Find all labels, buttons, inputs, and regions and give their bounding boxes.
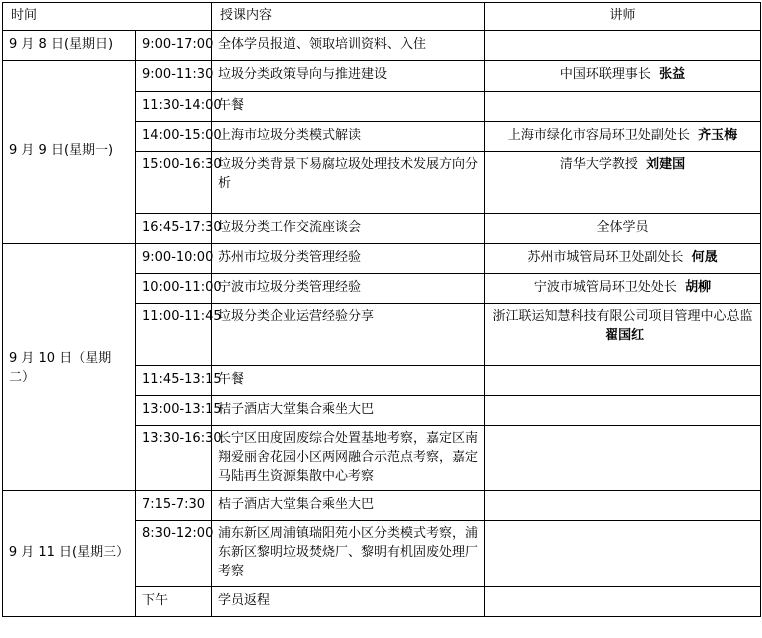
lecturer-title-7: 宁波市城管局环卫处处长 xyxy=(533,279,677,295)
row-time-1: 9:00-11:30 xyxy=(136,60,212,91)
row-lecturer-2 xyxy=(485,91,761,121)
row-lecturer-3 xyxy=(485,121,761,151)
row-lecturer-8 xyxy=(485,303,761,365)
lecturer-title-4: 清华大学教授 xyxy=(559,156,638,172)
day-label-0: 9 月 8 日(星期日) xyxy=(3,30,136,60)
row-time-13: 8:30-12:00 xyxy=(136,521,212,587)
row-time-11: 13:30-16:30 xyxy=(136,425,212,491)
day-label-1: 9 月 9 日(星期一) xyxy=(3,60,136,243)
lecturer-name-3: 齐玉梅 xyxy=(698,127,738,143)
row-topic-2: 午餐 xyxy=(212,91,485,121)
lecturer-title-1: 中国环联理事长 xyxy=(559,67,651,83)
lecturer-name-1: 张益 xyxy=(659,67,686,83)
row-topic-13: 浦东新区周浦镇瑞阳苑小区分类模式考察，浦东新区黎明垃圾焚烧厂、黎明有机固废处理厂考察 xyxy=(212,521,485,587)
row-time-2: 11:30-14:00 xyxy=(136,91,212,121)
row-lecturer-4 xyxy=(485,151,761,213)
lecturer-name-6: 何晟 xyxy=(691,249,718,265)
row-lecturer-1 xyxy=(485,60,761,91)
row-time-3: 14:00-15:00 xyxy=(136,121,212,151)
day-label-2: 9 月 10 日（星期二） xyxy=(3,243,136,491)
header-lecturer: 讲师 xyxy=(485,3,761,31)
row-time-14: 下午 xyxy=(136,586,212,616)
training-schedule-table xyxy=(2,2,761,617)
row-topic-14: 学员返程 xyxy=(212,586,485,616)
table-row xyxy=(3,60,761,91)
row-lecturer-6 xyxy=(485,243,761,273)
table-row xyxy=(3,30,761,60)
table-row xyxy=(3,243,761,273)
row-topic-11: 长宁区田度固废综合处置基地考察，嘉定区南翔爱丽舍花园小区两网融合示范点考察，嘉定马陆再生资源集散中心考察 xyxy=(212,425,485,491)
row-time-8: 11:00-11:45 xyxy=(136,303,212,365)
table-header-row xyxy=(3,3,761,31)
day-label-3: 9 月 11 日(星期三） xyxy=(3,491,136,617)
lecturer-title-3: 上海市绿化市容局环卫处副处长 xyxy=(507,127,690,143)
lecturer-title-6: 苏州市城管局环卫处副处长 xyxy=(527,249,684,265)
row-topic-4: 垃圾分类背景下易腐垃圾处理技术发展方向分析 xyxy=(212,151,485,213)
row-lecturer-7 xyxy=(485,273,761,303)
table-row xyxy=(3,491,761,521)
row-lecturer-12 xyxy=(485,491,761,521)
row-lecturer-10 xyxy=(485,395,761,425)
row-time-12: 7:15-7:30 xyxy=(136,491,212,521)
row-time-10: 13:00-13:15 xyxy=(136,395,212,425)
lecturer-name-7: 胡柳 xyxy=(685,279,712,295)
header-topic: 授课内容 xyxy=(212,3,485,31)
row-time-9: 11:45-13:15 xyxy=(136,365,212,395)
row-topic-5: 垃圾分类工作交流座谈会 xyxy=(212,213,485,243)
row-topic-3: 上海市垃圾分类模式解读 xyxy=(212,121,485,151)
row-time-4: 15:00-16:30 xyxy=(136,151,212,213)
row-time-7: 10:00-11:00 xyxy=(136,273,212,303)
lecturer-name-4: 刘建国 xyxy=(646,156,686,172)
row-lecturer-5: 全体学员 xyxy=(485,213,761,243)
row-topic-6: 苏州市垃圾分类管理经验 xyxy=(212,243,485,273)
row-topic-9: 午餐 xyxy=(212,365,485,395)
row-lecturer-0 xyxy=(485,30,761,60)
lecturer-name-8: 翟国红 xyxy=(605,327,645,343)
row-topic-7: 宁波市垃圾分类管理经验 xyxy=(212,273,485,303)
row-time-0: 9:00-17:00 xyxy=(136,30,212,60)
row-lecturer-9 xyxy=(485,365,761,395)
row-topic-10: 桔子酒店大堂集合乘坐大巴 xyxy=(212,395,485,425)
row-lecturer-14 xyxy=(485,586,761,616)
row-time-5: 16:45-17:30 xyxy=(136,213,212,243)
row-lecturer-11 xyxy=(485,425,761,491)
row-topic-12: 桔子酒店大堂集合乘坐大巴 xyxy=(212,491,485,521)
row-topic-8: 垃圾分类企业运营经验分享 xyxy=(212,303,485,365)
lecturer-title-8: 浙江联运知慧科技有限公司项目管理中心总监 xyxy=(492,308,753,324)
row-time-6: 9:00-10:00 xyxy=(136,243,212,273)
header-time: 时间 xyxy=(3,3,212,31)
row-topic-0: 全体学员报道、领取培训资料、入住 xyxy=(212,30,485,60)
row-topic-1: 垃圾分类政策导向与推进建设 xyxy=(212,60,485,91)
row-lecturer-13 xyxy=(485,521,761,587)
